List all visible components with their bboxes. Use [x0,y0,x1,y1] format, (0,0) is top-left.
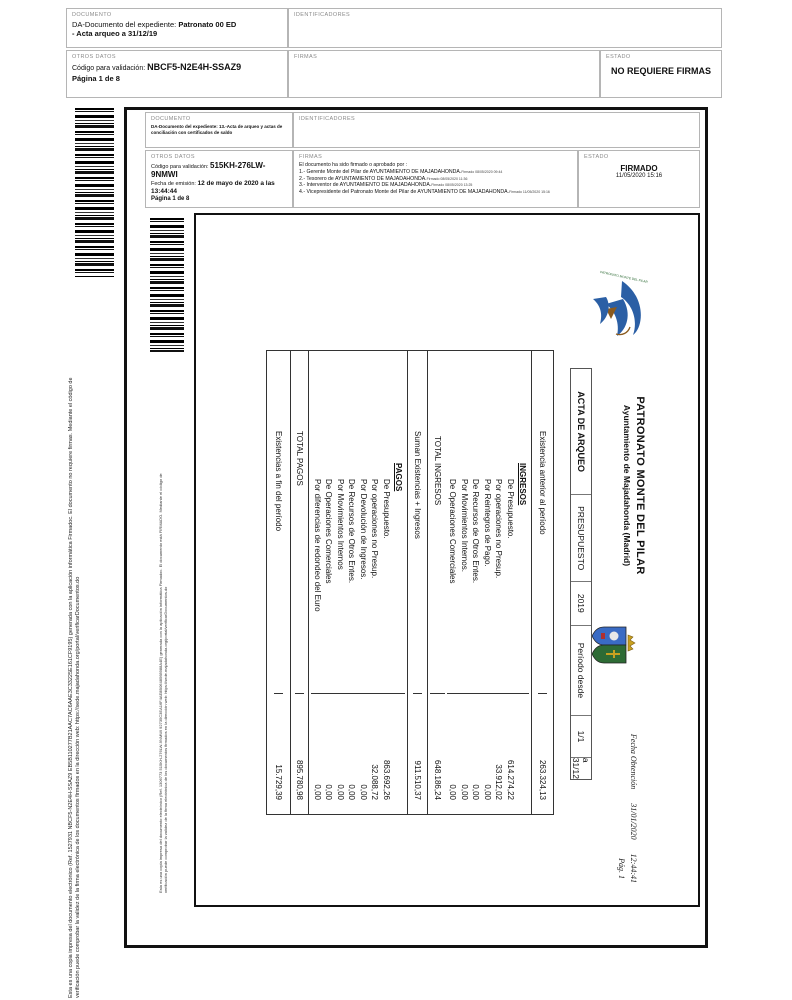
table-line [381,351,393,814]
outer-otros-datos-cell [66,50,288,98]
report-doc-type: ACTA DE ARQUEO [571,369,591,495]
inner-validation-code: Código para validación: 515KH-276LW-9NMWI [151,161,266,179]
table-line [369,351,381,814]
outer-documento-line2: - Acta arqueo a 31/12/19 [72,29,158,38]
item-value: 0,00 [323,693,335,814]
item-value: 0,00 [482,693,494,814]
table-line [459,351,471,814]
report-meta [617,668,638,883]
inner-otros-datos-cell [145,150,293,208]
report-header-bar [570,368,592,780]
majadahonda-coat-of-arms-icon [590,623,638,667]
item-label: De Presupuesto. [506,479,515,539]
firmas-item: 3.- Interventor de AYUNTAMIENTO DE MAJADAHONDA.Firmado 08/05/2020 13:25 [299,182,473,189]
inner-estado-cell [578,150,700,208]
table-line [323,351,335,814]
section-header-spacer [516,693,529,814]
table-line [346,351,358,814]
outer-page-number: Página 1 de 8 [72,74,120,83]
item-value: 0,00 [459,693,471,814]
periodo-from: 1/1 [571,716,591,757]
acta-de-arqueo-report [238,225,658,895]
item-label: De Presupuesto. [382,479,391,539]
item-value: 0,00 [335,693,347,814]
row-label: Existencias a fin del período [274,431,283,532]
inner-identificadores-cell [293,112,700,148]
inner-documento-text: DA-Documento del expediente: 13.-Acta de arqueo y actas de conciliación con certificados de saldo [151,124,283,135]
row-value: 15.729,39 [274,693,283,814]
item-label: Por Reintegros de Pago. [483,479,492,567]
periodo-to: a 31/12 [571,757,591,779]
table-row [531,351,553,814]
inner-estado-value: FIRMADO [620,164,658,173]
item-label: De Operaciones Comerciales [448,479,458,584]
outer-estado-cell [600,50,722,98]
item-value: 0,00 [358,693,370,814]
row-label: Existencia anterior al período [538,431,547,535]
outer-estado-value: NO REQUIERE FIRMAS [610,66,711,76]
item-label: Por operaciones no Presup. [494,479,504,579]
inner-estado-date: 11/05/2020 15:16 [615,173,663,179]
item-label: Por Movimientos Internos [336,479,345,570]
item-value: 0,00 [470,693,482,814]
item-label: De Operaciones Comerciales [324,479,334,584]
table-section-pagos [308,351,407,814]
outer-documento-label: DOCUMENTO [72,12,112,18]
table-line [358,351,370,814]
table-line [335,351,347,814]
item-value: 33.912,02 [493,693,505,814]
item-value: 0,00 [346,693,358,814]
outer-barcode [75,108,114,277]
firmas-item: 1.- Gerente Monte del Pilar de AYUNTAMIENTO DE MAJADAHONDA.Firmado 08/05/2020 09:44 [299,168,503,175]
table-line [505,351,517,814]
total-label: TOTAL INGRESOS [433,436,442,506]
table-section-ingresos [427,351,531,814]
outer-documento-line1: DA-Documento del expediente: Patronato 00 ED [72,20,237,29]
table-line [312,351,324,814]
report-title-line1: PATRONATO MONTE DEL PILAR [634,396,646,575]
inner-barcode [150,218,184,352]
row-label: Suman Existencias + Ingresos [413,431,422,539]
firmas-intro: El documento ha sido firmado o aprobado por : [299,162,408,168]
report-page-number: Pág. 1 [617,858,626,879]
table-line [470,351,482,814]
item-value: 614.274,22 [505,693,517,814]
table-line [430,351,445,814]
firmas-item: 4.- Vicepresidente del Patronato Monte del Pilar de AYUNTAMIENTO DE MAJADAHONDA.Firmado 11/05/2020 15:16 [299,189,550,196]
inner-identificadores-label: IDENTIFICADORES [299,116,356,122]
outer-identificadores-label: IDENTIFICADORES [294,12,351,18]
outer-firmas-label: FIRMAS [294,54,318,60]
svg-text:PATRONATO MONTE DEL PILAR: PATRONATO MONTE DEL PILAR [599,270,649,285]
fecha-obtencion-line: Fecha Obtención31/01/202012:44:41 [629,733,638,883]
section-header: INGRESOS [518,463,527,506]
report-title [622,353,646,618]
table-row [267,351,290,814]
outer-disclaimer-text: Esta es una copia impresa del documento electrónico (Ref. 1527931 NBCF5-N2E4H-SSAZ9 EB5B110277B21AAC7AC6AAE3C33225E161CF9195) generada con la aplicación informática Firmadoc. El documento no requiere firmas. Mediante el código de verificación puede comprobar la validez de la firma electrónica de los documentos firmados en la dirección web: https://sede.majadahonda.org/portal/verificarDocumentos.do [68,377,81,998]
outer-otros-datos-label: OTROS DATOS [72,54,116,60]
item-label: De Recursos de Otros Entes. [347,479,357,584]
presupuesto-label: PRESUPUESTO [571,495,591,582]
table-line [493,351,505,814]
item-value: 0,00 [312,693,324,814]
periodo-label: Período desde [571,626,591,717]
inner-emission-date: Fecha de emisión: 12 de mayo de 2020 a las 13:44:44 [151,180,275,195]
report-title-line2: Ayuntamiento de Majadahonda (Madrid) [622,404,632,567]
patronato-bird-logo-icon [590,267,650,345]
row-value: 263.324,13 [538,693,547,814]
firmas-item: 2.- Tesorero de AYUNTAMIENTO DE MAJADAHONDA.Firmado 08/05/2020 11:36 [299,175,468,182]
total-value: 648.186,24 [430,693,445,814]
inner-documento-cell [145,112,293,148]
outer-documento-cell [66,8,288,48]
inner-documento-label: DOCUMENTO [151,116,191,122]
arqueo-table [266,350,554,815]
item-label: Por Devolución de Ingresos. [359,479,368,580]
item-label: De Recursos de Otros Entes. [471,479,481,584]
item-value: 863.692,26 [381,693,393,814]
table-line [447,351,459,814]
row-value: 911.510,37 [413,693,422,814]
row-value: 895.780,98 [295,693,304,814]
inner-otros-datos-label: OTROS DATOS [151,154,195,160]
inner-firmas-label: FIRMAS [299,154,323,160]
row-label: TOTAL PAGOS [295,431,304,486]
table-row [407,351,427,814]
outer-estado-label: ESTADO [606,54,631,60]
table-row [290,351,308,814]
outer-firmas-cell [288,50,600,98]
outer-validation-code: Código para validación: NBCF5-N2E4H-SSAZ9 [72,62,242,72]
item-value: 32.088,72 [369,693,381,814]
inner-page-number: Página 1 de 8 [151,196,190,202]
item-value: 0,00 [447,693,459,814]
table-line [482,351,494,814]
item-label: Por diferencias de redondeo del Euro [313,479,322,612]
presupuesto-year: 2019 [571,582,591,625]
item-label: Por operaciones no Presup. [370,479,380,579]
section-header: PAGOS [394,463,403,492]
outer-identificadores-cell [288,8,722,48]
item-label: Por Movimientos Internos. [460,479,469,572]
inner-firmas-cell [293,150,578,208]
inner-disclaimer-text: Esta es una copia impresa del documento electrónico (Ref. 1306773 515KH-276LW-9NMWI 92735C3EA16F4AE8B0648568988A4E) generada con la aplicación informática Firmadoc. El documento está FIRMADO. Mediante el código de verificación puede comprobar la validez de la firma electrónica de los documentos firmados en la dirección web: https://sede.majadahonda.org/portal/verificarDocumentos.do [158,473,168,893]
section-header-spacer [392,693,405,814]
inner-estado-label: ESTADO [584,154,609,160]
